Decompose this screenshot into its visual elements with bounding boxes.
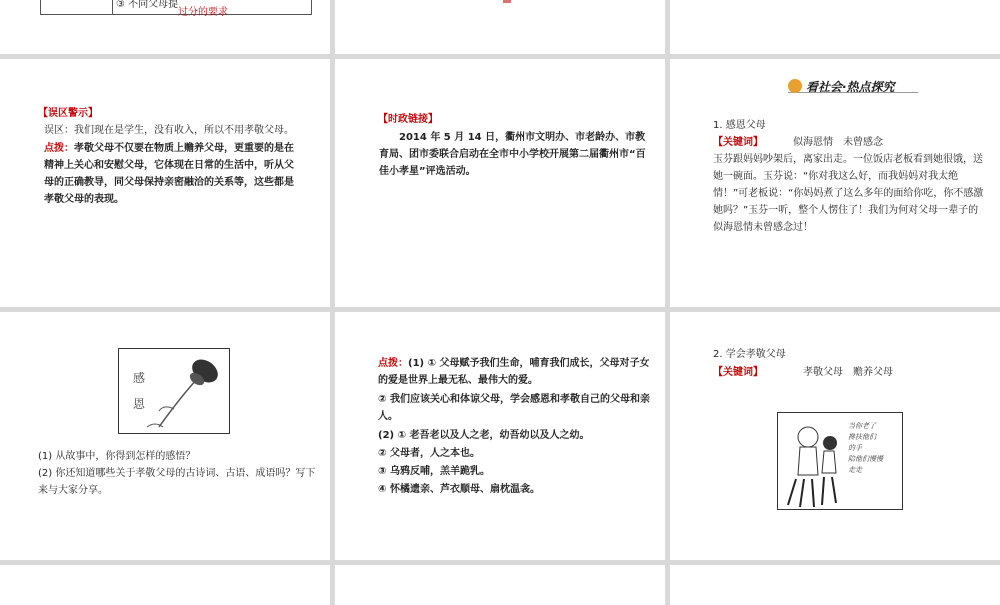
answer-1-text: (1) ① 父母赋予我们生命，哺育我们成长，父母对子女的爱是世界上最无私、最伟大的爱。 <box>378 358 650 386</box>
point-label: 点拨： <box>44 143 74 154</box>
slide-bottom-3 <box>670 565 1000 605</box>
question-2: (2) 你还知道哪些关于孝敬父母的古诗词、古语、成语吗？写下来与大家分享。 <box>38 468 316 496</box>
answer-1 <box>378 355 653 389</box>
keyword-label: 【关键词】 <box>713 137 763 148</box>
slide-learn-filial <box>670 312 1000 560</box>
banner-icon <box>788 79 802 93</box>
gratitude-image <box>118 348 230 434</box>
learn-keywords <box>713 364 893 381</box>
slide-social-hotspot <box>670 59 1000 307</box>
red-note: 过分的要求 <box>178 7 228 18</box>
social-story: 玉芬跟妈妈吵架后，离家出走。一位饭店老板看到她很饿，送她一碗面。玉芬说：“你对我这么好，而我妈妈对我太绝情！”可老板说：“你妈妈煮了这么多年的面给你吃，你不感激她吗？”玉芬一听，整个人愣住了！我们为何对父母一辈子的似海恩情未曾感念过！ <box>713 154 984 233</box>
slide-bottom-1 <box>0 565 330 605</box>
slide-answers <box>335 312 665 560</box>
parents-image <box>777 412 903 510</box>
image-caption: 感恩 <box>133 371 146 411</box>
social-item-title: 1. 感恩父母 <box>713 120 766 131</box>
table-cell-text: ③ 不向父母提 <box>116 0 179 10</box>
misconception-point <box>44 140 296 208</box>
slide-top-2 <box>335 0 665 54</box>
social-keywords <box>713 134 883 151</box>
answer-b1: (2) ① 老吾老以及人之老，幼吾幼以及人之幼。 <box>378 430 590 441</box>
point-text: 孝敬父母不仅要在物质上赡养父母，更重要的是在精神上关心和安慰父母，它体现在日常的生活中，听从父母的正确教导，同父母保持亲密融洽的关系等，这些都是孝敬父母的表现。 <box>44 143 294 205</box>
misconception-heading: 【误区警示】 <box>38 108 98 119</box>
slide-misconception <box>0 59 330 307</box>
answer-b2: ② 父母者，人之本也。 <box>378 448 480 459</box>
answer-point-label: 点拨： <box>378 358 408 369</box>
red-mark <box>503 0 511 3</box>
slide-top-1 <box>0 0 330 54</box>
question-1: (1) 从故事中，你得到怎样的感悟？ <box>38 451 196 462</box>
slide-current-affairs <box>335 59 665 307</box>
current-text: 2014 年 5 月 14 日，衢州市文明办、市老龄办、市教育局、团市委联合启动在全市中小学校开展第二届衢州市“百佳小孝星”评选活动。 <box>379 132 646 177</box>
current-heading: 【时政链接】 <box>378 114 438 125</box>
learn-keyword-text: 孝敬父母 赡养父母 <box>803 367 893 378</box>
slide-top-3 <box>670 0 1000 54</box>
keyword-text: 似海恩情 未曾感念 <box>793 137 883 148</box>
answer-2: ② 我们应该关心和体谅父母，学会感恩和孝敬自己的父母和亲人。 <box>378 394 650 422</box>
image-handwriting: 当你老了 搀扶他们 的手 陪他们慢慢 走走 <box>848 422 883 474</box>
table-divider <box>112 0 113 14</box>
learn-keyword-label: 【关键词】 <box>713 367 763 378</box>
slide-bottom-2 <box>335 565 665 605</box>
answer-b4: ④ 怀橘遗亲、芦衣顺母、扇枕温衾。 <box>378 484 540 495</box>
answer-b3: ③ 乌鸦反哺，羔羊跪乳。 <box>378 466 490 477</box>
slide-questions <box>0 312 330 560</box>
misconception-line: 误区：我们现在是学生，没有收入，所以不用孝敬父母。 <box>44 125 294 136</box>
learn-item-title: 2. 学会孝敬父母 <box>713 349 786 360</box>
banner-title: 看社会·热点探究 <box>806 80 895 94</box>
